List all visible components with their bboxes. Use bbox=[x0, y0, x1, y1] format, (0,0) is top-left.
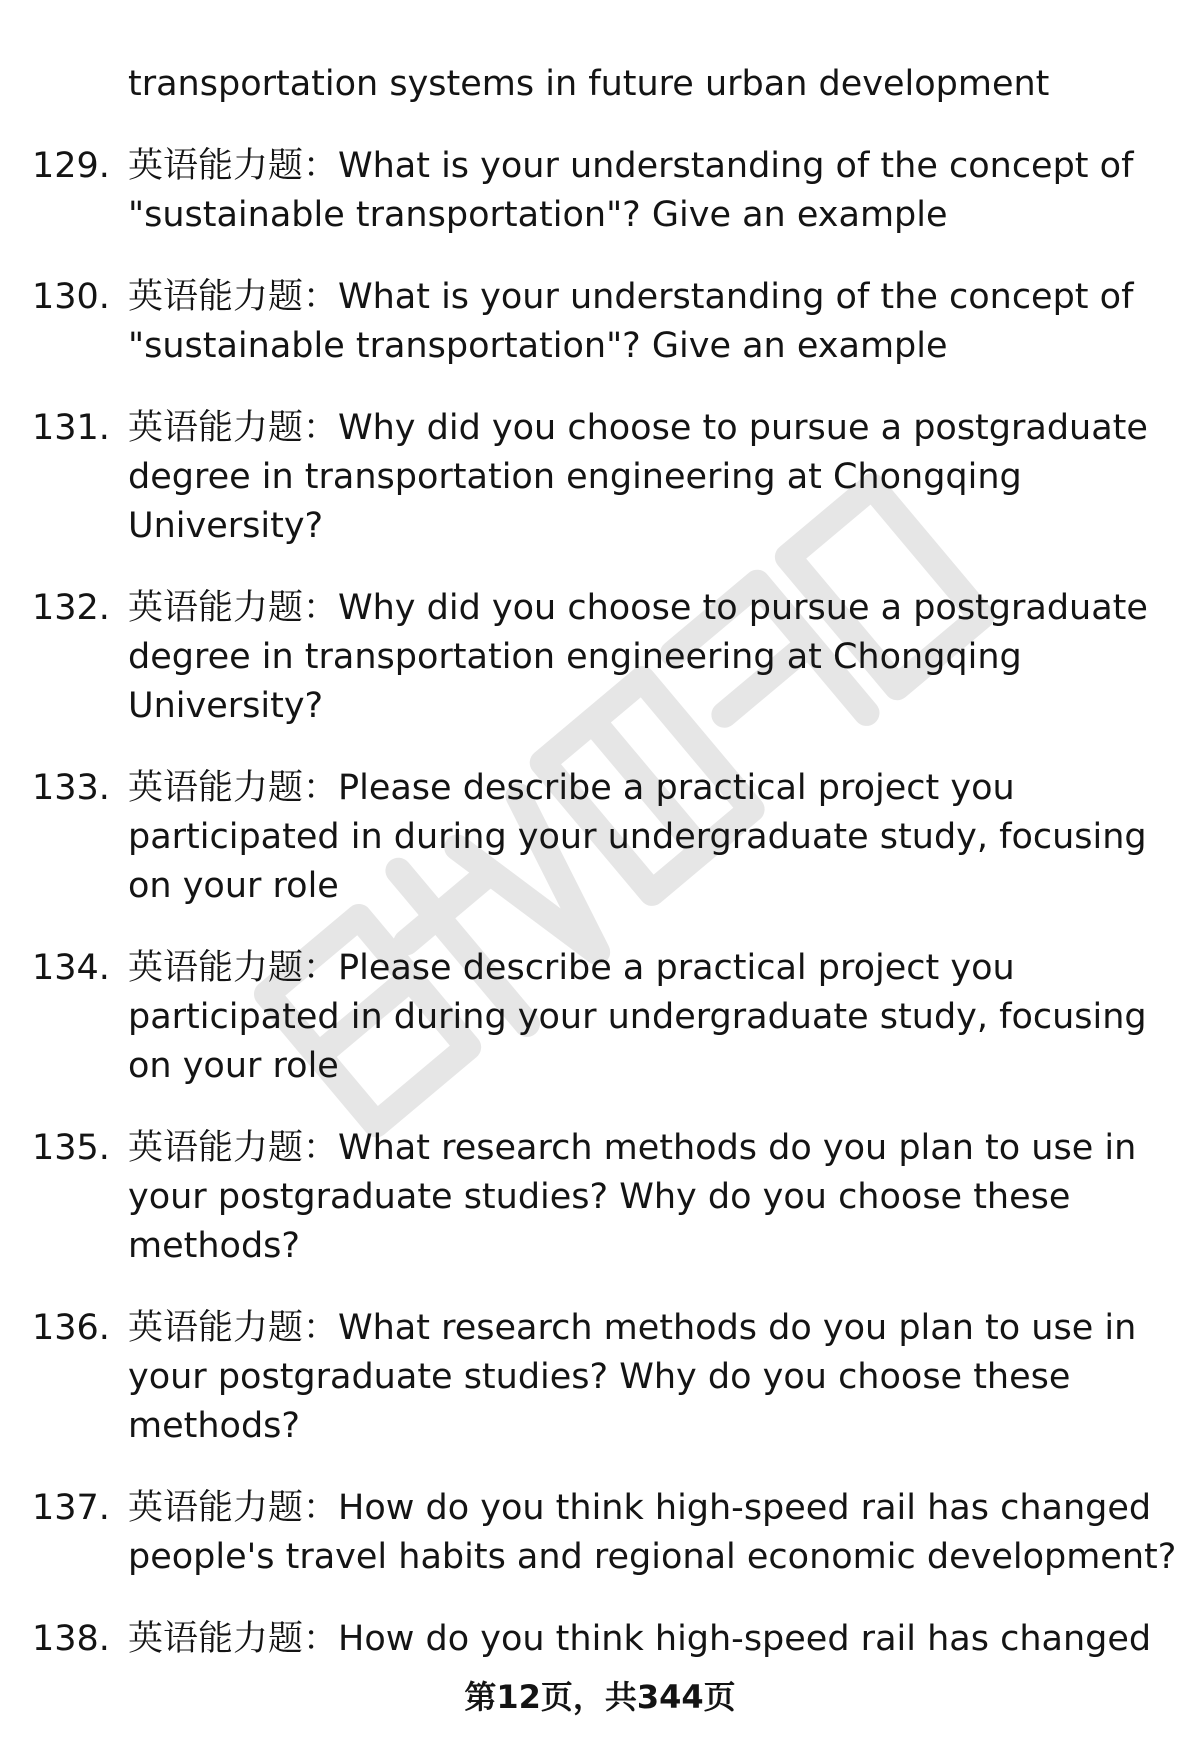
question-text-line: methods? bbox=[128, 1406, 300, 1446]
question-number: 137. bbox=[32, 1488, 110, 1528]
question-number: 130. bbox=[32, 277, 110, 317]
question-text-line: "sustainable transportation"? Give an example bbox=[128, 195, 948, 235]
question-text-line: University? bbox=[128, 506, 324, 546]
question-text-line: participated in during your undergraduate study, focusing bbox=[128, 997, 1147, 1037]
question-text-line: 英语能力题：Why did you choose to pursue a postgraduate bbox=[128, 588, 1148, 628]
question-text-line: 英语能力题：What is your understanding of the concept of bbox=[128, 277, 1134, 317]
list-item bbox=[0, 764, 1200, 911]
question-text-line: 英语能力题：How do you think high-speed rail has changed bbox=[128, 1619, 1152, 1659]
question-text-line: on your role bbox=[128, 866, 339, 906]
question-text-line: people's travel habits and regional economic development? bbox=[128, 1537, 1177, 1577]
question-text-line: your postgraduate studies? Why do you choose these bbox=[128, 1177, 1071, 1217]
list-item bbox=[0, 404, 1200, 551]
question-text-line: your postgraduate studies? Why do you choose these bbox=[128, 1357, 1071, 1397]
question-number: 136. bbox=[32, 1308, 110, 1348]
list-item bbox=[0, 584, 1200, 731]
question-number: 129. bbox=[32, 146, 110, 186]
question-number: 135. bbox=[32, 1128, 110, 1168]
continuation-line: transportation systems in future urban development bbox=[128, 64, 1050, 104]
list-item bbox=[0, 142, 1200, 240]
list-item bbox=[0, 1124, 1200, 1271]
question-number: 134. bbox=[32, 948, 110, 988]
page-footer: 第12页，共344页 bbox=[464, 1678, 736, 1716]
question-text-line: 英语能力题：Please describe a practical project you bbox=[128, 768, 1015, 808]
list-item bbox=[0, 944, 1200, 1091]
question-number: 131. bbox=[32, 408, 110, 448]
question-number: 132. bbox=[32, 588, 110, 628]
list-item bbox=[0, 1484, 1200, 1582]
question-text-line: "sustainable transportation"? Give an example bbox=[128, 326, 948, 366]
question-text-line: on your role bbox=[128, 1046, 339, 1086]
question-text-line: 英语能力题：How do you think high-speed rail has changed bbox=[128, 1488, 1152, 1528]
list-item bbox=[0, 273, 1200, 371]
question-text-line: participated in during your undergraduate study, focusing bbox=[128, 817, 1147, 857]
question-text-line: 英语能力题：Why did you choose to pursue a postgraduate bbox=[128, 408, 1148, 448]
question-text-line: methods? bbox=[128, 1226, 300, 1266]
list-item bbox=[0, 1615, 1200, 1664]
question-text-line: degree in transportation engineering at Chongqing bbox=[128, 457, 1022, 497]
question-text-line: degree in transportation engineering at Chongqing bbox=[128, 637, 1022, 677]
list-item bbox=[0, 1304, 1200, 1451]
question-text-line: 英语能力题：Please describe a practical project you bbox=[128, 948, 1015, 988]
question-text-line: 英语能力题：What research methods do you plan to use in bbox=[128, 1128, 1137, 1168]
question-list bbox=[0, 60, 1200, 1697]
question-number: 138. bbox=[32, 1619, 110, 1659]
question-text-line: 英语能力题：What research methods do you plan to use in bbox=[128, 1308, 1137, 1348]
question-text-line: University? bbox=[128, 686, 324, 726]
question-number: 133. bbox=[32, 768, 110, 808]
question-text-line: 英语能力题：What is your understanding of the concept of bbox=[128, 146, 1134, 186]
